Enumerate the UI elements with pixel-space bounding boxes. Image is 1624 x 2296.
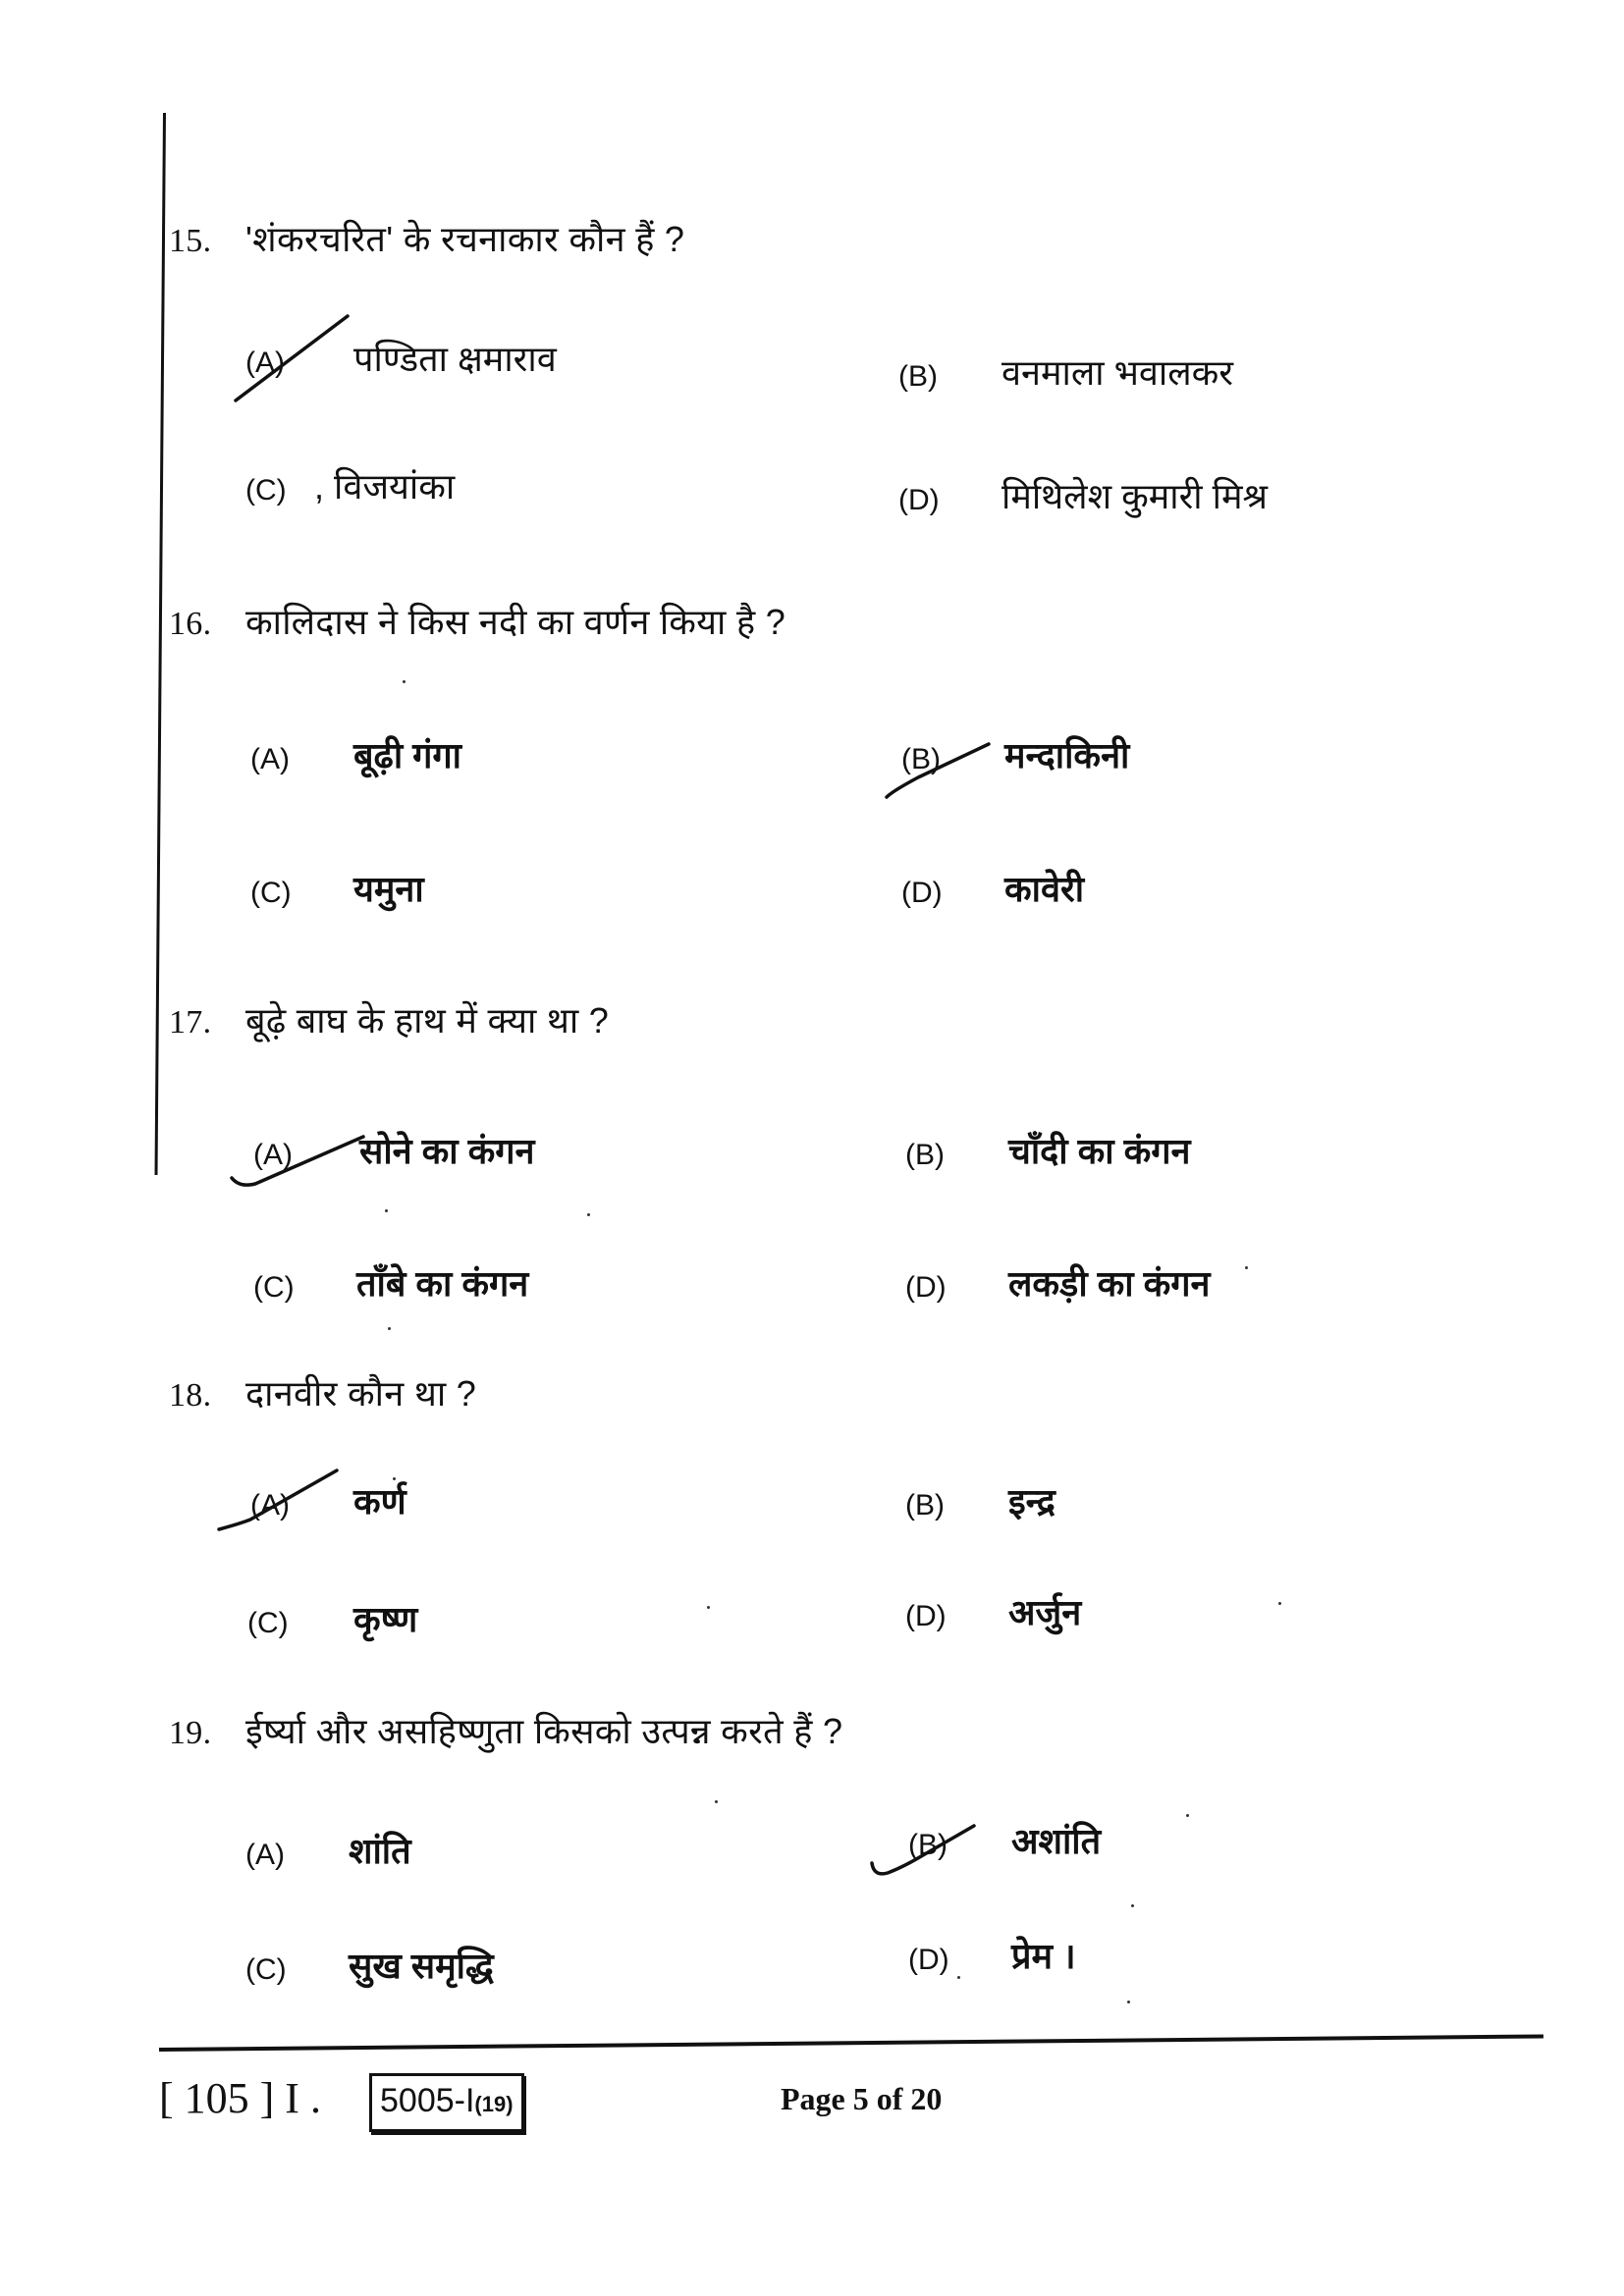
option-label: (B) bbox=[905, 1489, 945, 1522]
paper-code-sub: (19) bbox=[474, 2092, 514, 2116]
scan-speck bbox=[707, 1606, 710, 1609]
option-text: अर्जुन bbox=[1008, 1592, 1082, 1632]
option-text: मिथिलेश कुमारी मिश्र bbox=[1001, 476, 1268, 516]
option-text: , विजयांका bbox=[314, 466, 456, 507]
question-number: 15. bbox=[169, 223, 212, 259]
question-number: 18. bbox=[169, 1377, 212, 1414]
option-label: (B) bbox=[901, 743, 941, 775]
question-text: दानवीर कौन था ? bbox=[245, 1373, 477, 1414]
question-17 bbox=[169, 999, 609, 1044]
answer-tick-mark-icon bbox=[879, 736, 1006, 805]
scan-speck bbox=[385, 1209, 388, 1212]
scan-speck bbox=[388, 1327, 391, 1330]
page-indicator: Page 5 of 20 bbox=[781, 2081, 943, 2116]
option-text: कृष्ण bbox=[353, 1599, 418, 1639]
option-text: सोने का कंगन bbox=[359, 1131, 535, 1171]
option-label: (C) bbox=[253, 1271, 295, 1304]
option-label: (D) bbox=[905, 1600, 947, 1632]
question-text: 'शंकरचरित' के रचनाकार कौन हैं ? bbox=[245, 219, 685, 259]
question-text: कालिदास ने किस नदी का वर्णन किया है ? bbox=[245, 602, 786, 642]
option-label: (B) bbox=[898, 360, 938, 393]
scan-speck bbox=[393, 1477, 396, 1480]
option-label: (C) bbox=[250, 877, 292, 909]
option-text: कावेरी bbox=[1004, 869, 1085, 909]
option-text: वनमाला भवालकर bbox=[1001, 352, 1234, 393]
option-text: बूढ़ी गंगा bbox=[353, 735, 462, 775]
option-label: (D) bbox=[901, 877, 943, 909]
option-text: कर्ण bbox=[353, 1481, 406, 1522]
option-label: (C) bbox=[245, 1953, 287, 1986]
option-text: ताँबे का कंगन bbox=[356, 1263, 529, 1304]
option-label: (D) bbox=[898, 484, 940, 516]
scan-speck bbox=[1278, 1602, 1281, 1605]
scan-speck bbox=[1186, 1814, 1189, 1817]
option-text: सुख समृद्धि bbox=[349, 1946, 494, 1986]
option-label: (A) bbox=[245, 347, 285, 379]
option-text: शांति bbox=[349, 1831, 411, 1871]
option-text: अशांति bbox=[1011, 1821, 1102, 1861]
option-label: (B) bbox=[908, 1829, 947, 1861]
option-label: (D) bbox=[905, 1271, 947, 1304]
option-label: (C) bbox=[245, 474, 287, 507]
question-16 bbox=[169, 601, 785, 646]
question-text: ईर्ष्या और असहिष्णुता किसको उत्पन्न करते हैं ? bbox=[245, 1711, 843, 1751]
option-text: मन्दाकिनी bbox=[1004, 735, 1130, 775]
left-margin-rule bbox=[155, 113, 166, 1175]
scan-speck bbox=[1245, 1266, 1248, 1269]
footer-rule bbox=[159, 2034, 1543, 2052]
option-label: (A) bbox=[250, 1489, 290, 1522]
option-label: (B) bbox=[905, 1139, 945, 1171]
option-label: (D) bbox=[908, 1944, 949, 1976]
option-text: इन्द्र bbox=[1008, 1481, 1056, 1522]
option-text: प्रेम । bbox=[1011, 1936, 1076, 1976]
option-text: लकड़ी का कंगन bbox=[1008, 1263, 1211, 1304]
question-15 bbox=[169, 218, 684, 263]
scan-speck bbox=[1127, 2001, 1130, 2003]
question-number: 17. bbox=[169, 1004, 212, 1041]
option-label: (A) bbox=[253, 1139, 293, 1171]
option-text: पण्डिता क्षमाराव bbox=[353, 339, 557, 379]
option-text: चाँदी का कंगन bbox=[1008, 1131, 1191, 1171]
option-label: (A) bbox=[250, 743, 290, 775]
footer-series: [ 105 ] I . bbox=[159, 2074, 321, 2122]
question-number: 19. bbox=[169, 1715, 212, 1751]
question-text: बूढ़े बाघ के हाथ में क्या था ? bbox=[245, 1000, 610, 1041]
scan-speck bbox=[403, 680, 406, 683]
question-19 bbox=[169, 1710, 842, 1755]
scan-speck bbox=[957, 1976, 960, 1979]
scan-speck bbox=[587, 1213, 590, 1216]
question-number: 16. bbox=[169, 606, 212, 642]
scan-speck bbox=[1131, 1904, 1134, 1907]
option-label: (A) bbox=[245, 1839, 285, 1871]
paper-code-main: 5005-I bbox=[380, 2082, 475, 2119]
scan-speck bbox=[715, 1800, 718, 1803]
question-18 bbox=[169, 1372, 476, 1417]
answer-tick-mark-icon bbox=[226, 1129, 373, 1202]
option-label: (C) bbox=[247, 1607, 289, 1639]
option-text: यमुना bbox=[353, 869, 424, 909]
footer-paper-code bbox=[369, 2073, 524, 2132]
